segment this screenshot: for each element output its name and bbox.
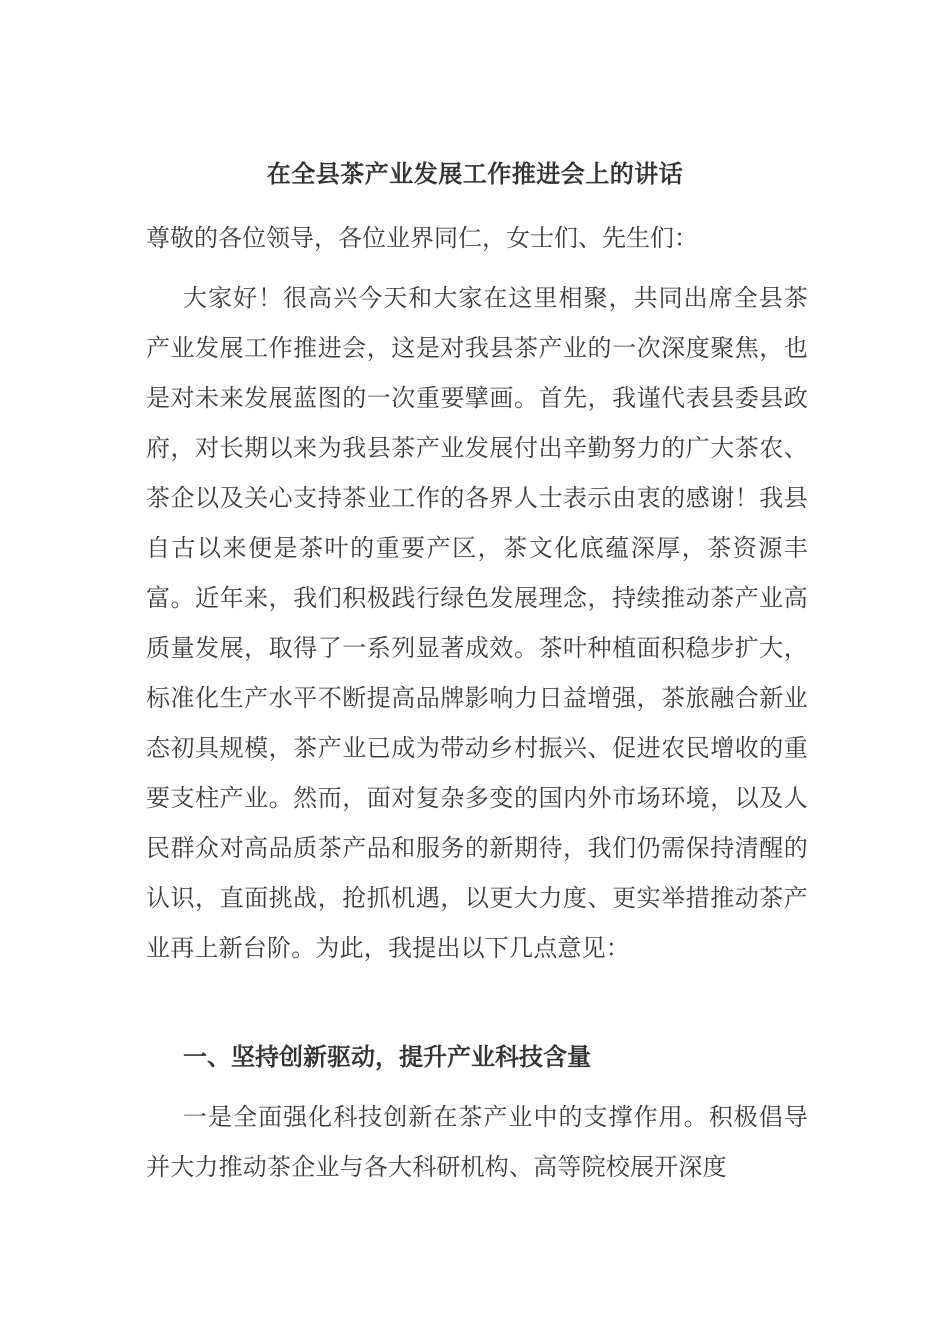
section-heading: 一、坚持创新驱动，提升产业科技含量	[183, 1043, 591, 1071]
document-title: 在全县茶产业发展工作推进会上的讲话	[266, 160, 684, 188]
section-paragraph: 一是全面强化科技创新在茶产业中的支撑作用。积极倡导并大力推动茶企业与各大科研机构、高等院校展开深度	[146, 1103, 808, 1181]
salutation: 尊敬的各位领导，各位业界同仁，女士们、先生们：	[146, 224, 698, 252]
opening-paragraph: 大家好！很高兴今天和大家在这里相聚，共同出席全县茶产业发展工作推进会，这是对我县茶产业的一次深度聚焦，也是对未来发展蓝图的一次重要擘画。首先，我谨代表县委县政府，对长期以来为我县茶产业发展付出辛勤努力的广大茶农、茶企以及关心支持茶业工作的各界人士表示由衷的感谢！我县自古以来便是茶叶的重要产区，茶文化底蕴深厚，茶资源丰富。近年来，我们积极践行绿色发展理念，持续推动茶产业高质量发展，取得了一系列显著成效。茶叶种植面积稳步扩大，标准化生产水平不断提高品牌影响力日益增强，茶旅融合新业态初具规模，茶产业已成为带动乡村振兴、促进农民增收的重要支柱产业。然而，面对复杂多变的国内外市场环境，以及人民群众对高品质茶产品和服务的新期待，我们仍需保持清醒的认识，直面挑战，抢抓机遇，以更大力度、更实举措推动茶产业再上新台阶。为此，我提出以下几点意见：	[146, 284, 808, 962]
